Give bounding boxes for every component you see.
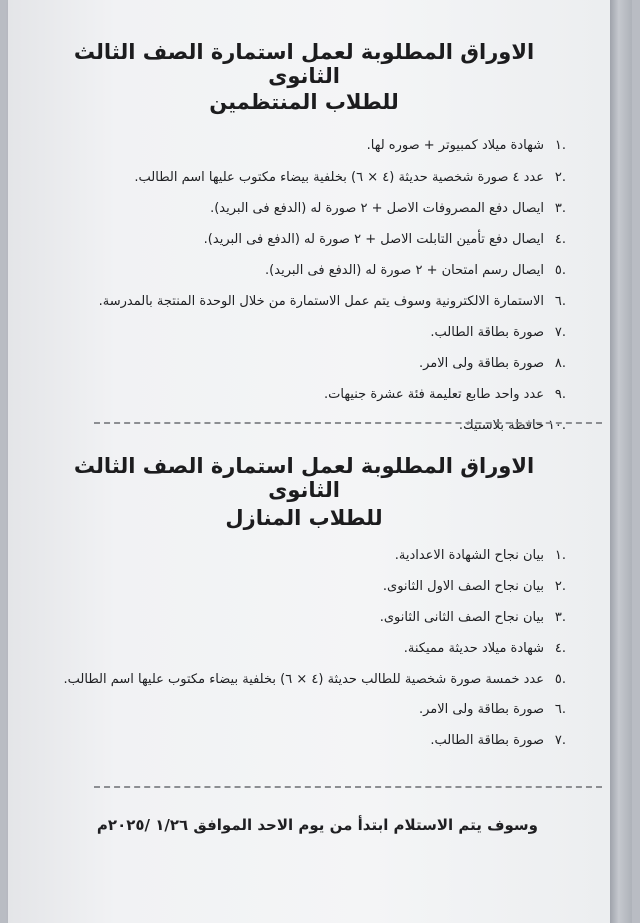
list-item: .٤ايصال دفع تأمين التابلت الاصل + ٢ صورة له (الدفع فى البريد).: [203, 232, 566, 247]
list-item: .٢عدد ٤ صورة شخصية حديثة (٤ × ٦) بخلفية بيضاء مكتوب عليها اسم الطالب.: [134, 170, 566, 185]
list-item: .٦صورة بطاقة ولى الامر.: [418, 702, 566, 717]
list-item: .٩عدد واحد طابع تعليمة فئة عشرة جنيهات.: [323, 387, 566, 402]
list-item: .١بيان نجاح الشهادة الاعدادية.: [394, 548, 566, 563]
section1-list: [6, 138, 566, 434]
section1-title: الاوراق المطلوبة لعمل استمارة الصف الثالث الثانوى: [73, 40, 535, 88]
list-item: .٥ايصال رسم امتحان + ٢ صورة له (الدفع فى البريد).: [265, 263, 566, 278]
list-item: .١شهادة ميلاد كمبيوتر + صوره لها.: [366, 138, 566, 153]
section2-list: [6, 548, 566, 749]
list-item: .٣ايصال دفع المصروفات الاصل + ٢ صورة له (الدفع فى البريد).: [210, 201, 566, 216]
section2-subtitle: للطلاب المنازل: [225, 506, 383, 530]
section2-title: الاوراق المطلوبة لعمل استمارة الصف الثالث الثانوى: [73, 454, 535, 502]
list-item: .١٠حافظة بلاستيك.: [458, 418, 566, 433]
section1-subtitle: للطلاب المنتظمين: [209, 90, 399, 114]
section-divider: [94, 422, 602, 424]
list-item: .٣بيان نجاح الصف الثانى الثانوى.: [379, 610, 566, 625]
list-item: .٧صورة بطاقة الطالب.: [430, 733, 566, 748]
list-item: .٧صورة بطاقة الطالب.: [430, 325, 566, 340]
list-item: .٢بيان نجاح الصف الاول الثانوى.: [382, 579, 566, 594]
footer-note: وسوف يتم الاستلام ابتدأ من يوم الاحد الموافق ١/٢٦ /٢٠٢٥م: [96, 816, 538, 834]
document-page: [8, 0, 610, 923]
list-item: .٨صورة بطاقة ولى الامر.: [418, 356, 566, 371]
footer-divider: [94, 786, 602, 788]
list-item: .٤شهادة ميلاد حديثة مميكنة.: [403, 641, 566, 656]
list-item: .٦الاستمارة الالكترونية وسوف يتم عمل الاستمارة من خلال الوحدة المنتجة بالمدرسة.: [98, 294, 566, 309]
list-item: .٥عدد خمسة صورة شخصية للطالب حديثة (٤ × ٦) بخلفية بيضاء مكتوب عليها اسم الطالب.: [63, 672, 566, 687]
